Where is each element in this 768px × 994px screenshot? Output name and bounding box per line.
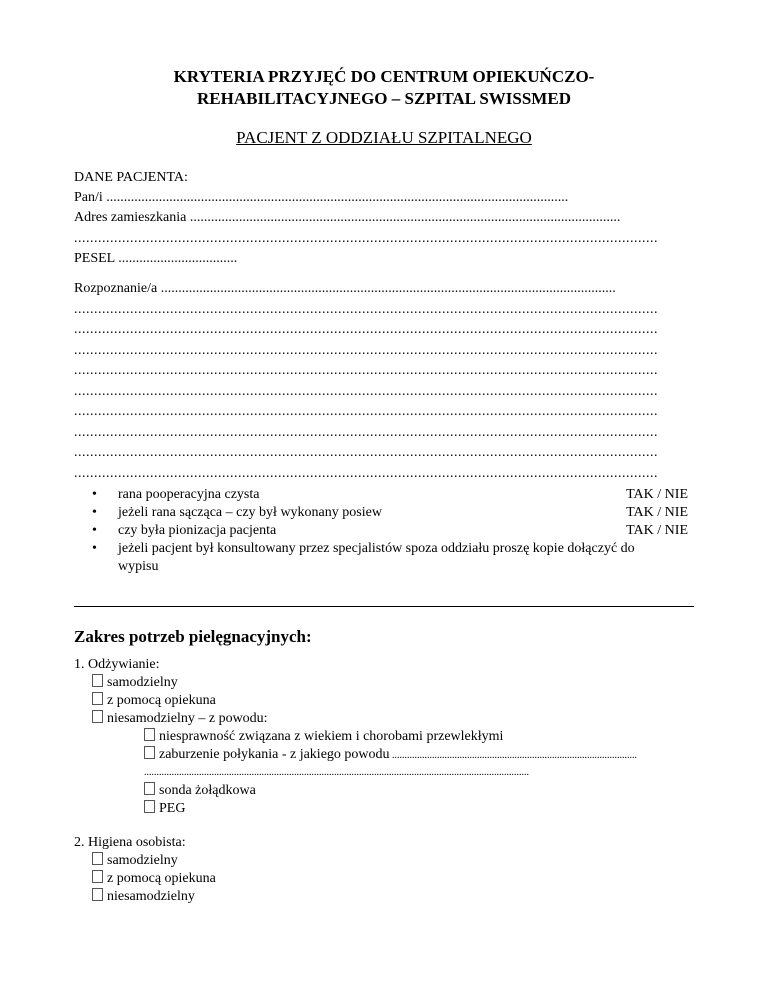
diagnosis-line[interactable]: ..................................................................................................................................................: [74, 343, 658, 358]
diagnosis-line[interactable]: ..................................................................................................................................................: [74, 384, 658, 399]
form-title-line1: KRYTERIA PRZYJĘĆ DO CENTRUM OPIEKUŃCZO-: [173, 67, 595, 86]
pesel-field[interactable]: ..................................: [114, 251, 238, 266]
nutrition-sub-peg[interactable]: PEG: [144, 800, 185, 818]
nutrition-option-assisted[interactable]: z pomocą opiekuna: [92, 692, 216, 710]
nutrition-option-dependent[interactable]: niesamodzielny – z powodu:: [92, 710, 268, 728]
yes-no-answer[interactable]: TAK / NIE: [626, 523, 688, 538]
checkbox-icon[interactable]: [144, 746, 155, 759]
address-label: Adres zamieszkania: [74, 210, 187, 225]
diagnosis-field[interactable]: ..................................................................................................................................: [157, 281, 616, 296]
address-row[interactable]: [74, 209, 694, 227]
hygiene-option-dependent[interactable]: niesamodzielny: [92, 888, 195, 906]
nutrition-sub-tube[interactable]: sonda żołądkowa: [144, 782, 256, 800]
checkbox-icon[interactable]: [92, 674, 103, 687]
hygiene-option-assisted[interactable]: z pomocą opiekuna: [92, 870, 216, 888]
diagnosis-line[interactable]: ..................................................................................................................................................: [74, 445, 658, 460]
yes-no-answer[interactable]: TAK / NIE: [626, 487, 688, 502]
nutrition-label: 1. Odżywianie:: [74, 657, 160, 672]
bullet-icon: •: [92, 505, 97, 520]
bullet-icon: •: [92, 487, 97, 502]
name-field[interactable]: ....................................................................................................................................: [102, 190, 569, 205]
checkbox-icon[interactable]: [92, 852, 103, 865]
checkbox-icon[interactable]: [92, 888, 103, 901]
form-page: KRYTERIA PRZYJĘĆ DO CENTRUM OPIEKUŃCZO- REHABILITACYJNEGO – SZPITAL SWISSMED PACJENT Z ODDZIAŁU SZPITALNEGO DANE PACJENTA: Pan/i .................................................................................................................................... Adres zamieszkania ........................................................................................................................... .................................................................................................................................................. PESEL .................................. Rozpoznanie/a .................................................................................................................................. .................................................................................................................................................. .................................................................................................................................................. .................................................................................................................................................. .................................................................................................................................................. .................................................................................................................................................. .................................................................................................................................................. .................................................................................................................................................. .................................................................................................................................................. .................................................................................................................................................. • rana pooperacyjna czysta TAK / NIE • jeżeli rana sącząca – czy był wykonany posiew TAK / NIE • czy była pionizacja pacjenta TAK / NIE • jeżeli pacjent był konsultowany przez specjalistów spoza oddziału proszę kopie dołączyć do wypisu Zakres potrzeb pielęgnacyjnych: 1. Odżywianie: samodzielny z pomocą opiekuna niesamodzielny – z powodu: niesprawność związana z wiekiem i chorobami przewlekłymi zaburzenie połykania - z jakiego powodu .................................................................................................. .......................................................................................................................................................... sonda żołądkowa PEG 2. Higiena osobista: samodzielny z pomocą opiekuna niesamodzielny: [0, 0, 768, 994]
care-heading: Zakres potrzeb pielęgnacyjnych:: [74, 627, 312, 646]
dysphagia-reason-field[interactable]: ..................................................................................................: [389, 750, 638, 761]
diagnosis-line[interactable]: ..................................................................................................................................................: [74, 322, 658, 337]
diagnosis-line[interactable]: ..................................................................................................................................................: [74, 302, 658, 317]
diagnosis-row[interactable]: [74, 280, 694, 298]
form-subtitle: PACJENT Z ODDZIAŁU SZPITALNEGO: [236, 128, 532, 147]
yes-no-answer[interactable]: TAK / NIE: [626, 505, 688, 520]
nutrition-sub-dysphagia[interactable]: zaburzenie połykania - z jakiego powodu ..................................................................................................: [144, 746, 694, 765]
hygiene-option-independent[interactable]: samodzielny: [92, 852, 178, 870]
checkbox-icon[interactable]: [92, 870, 103, 883]
checkbox-icon[interactable]: [144, 800, 155, 813]
diagnosis-line[interactable]: ..................................................................................................................................................: [74, 466, 658, 481]
checkbox-icon[interactable]: [92, 692, 103, 705]
address-field[interactable]: ...........................................................................................................................: [186, 210, 621, 225]
checkbox-icon[interactable]: [144, 728, 155, 741]
hygiene-label: 2. Higiena osobista:: [74, 835, 186, 850]
checkbox-icon[interactable]: [144, 782, 155, 795]
bullet-icon: •: [92, 523, 97, 538]
patient-heading: DANE PACJENTA:: [74, 170, 188, 185]
diagnosis-line[interactable]: ..................................................................................................................................................: [74, 363, 658, 378]
diagnosis-label: Rozpoznanie/a: [74, 281, 158, 296]
section-divider: [74, 606, 694, 607]
pesel-label: PESEL: [74, 251, 115, 266]
address-field-line2[interactable]: ..................................................................................................................................................: [74, 231, 658, 246]
dysphagia-reason-line2[interactable]: ..........................................................................................................................................................: [144, 767, 529, 778]
checkbox-icon[interactable]: [92, 710, 103, 723]
bullet-icon: •: [92, 541, 97, 556]
nutrition-option-independent[interactable]: samodzielny: [92, 674, 178, 692]
form-title-line2: REHABILITACYJNEGO – SZPITAL SWISSMED: [197, 89, 571, 108]
pesel-row[interactable]: [74, 250, 694, 268]
diagnosis-line[interactable]: ..................................................................................................................................................: [74, 404, 658, 419]
name-row[interactable]: [74, 189, 694, 207]
diagnosis-line[interactable]: ..................................................................................................................................................: [74, 425, 658, 440]
nutrition-sub-disability[interactable]: niesprawność związana z wiekiem i chorobami przewlekłymi: [144, 728, 503, 746]
name-label: Pan/i: [74, 190, 103, 205]
